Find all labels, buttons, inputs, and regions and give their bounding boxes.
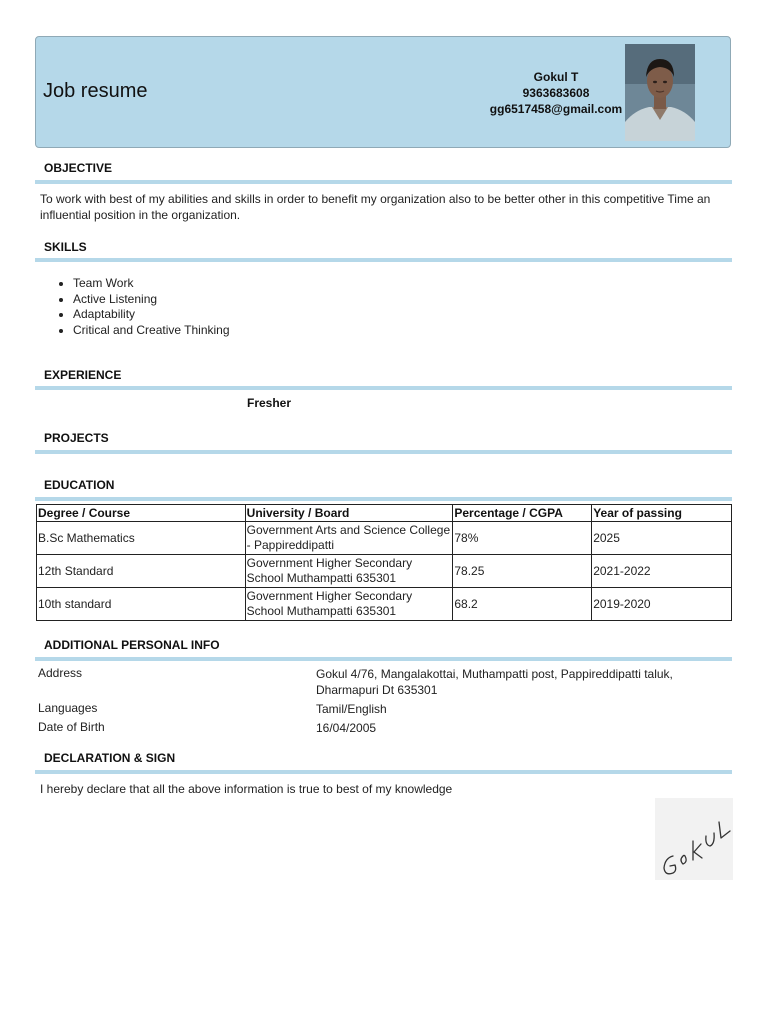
profile-photo-image xyxy=(625,44,695,141)
dob-value: 16/04/2005 xyxy=(316,721,377,735)
table-cell: 10th standard xyxy=(37,588,246,621)
section-divider xyxy=(35,258,732,262)
table-cell: 2019-2020 xyxy=(592,588,732,621)
table-header-row xyxy=(37,505,732,522)
profile-photo xyxy=(625,44,695,141)
list-item: • Critical and Creative Thinking xyxy=(73,323,230,339)
languages-label: Languages xyxy=(38,701,98,715)
table-cell: 12th Standard xyxy=(37,555,246,588)
list-item: • Team Work xyxy=(73,276,230,292)
table-cell: Government Higher Secondary School Muthampatti 635301 xyxy=(245,555,453,588)
candidate-email: gg6517458@gmail.com xyxy=(489,102,623,116)
address-label: Address xyxy=(38,666,83,680)
page-title: Job resume xyxy=(43,80,148,102)
table-cell: Government Arts and Science College - Pappireddipatti xyxy=(245,522,453,555)
table-cell: 78.25 xyxy=(453,555,592,588)
section-divider xyxy=(35,497,732,501)
table-row xyxy=(37,555,732,588)
header-banner xyxy=(35,36,731,148)
section-divider xyxy=(35,386,732,390)
signature-image xyxy=(655,798,733,880)
list-item: • Adaptability xyxy=(73,307,230,323)
column-header: Percentage / CGPA xyxy=(453,505,592,522)
languages-value: Tamil/English xyxy=(316,702,387,716)
table-cell: B.Sc Mathematics xyxy=(37,522,246,555)
signature-drawing xyxy=(655,798,733,880)
table-row xyxy=(37,522,732,555)
table-cell: 2025 xyxy=(592,522,732,555)
table-cell: Government Higher Secondary School Muthampatti 635301 xyxy=(245,588,453,621)
section-heading-education: EDUCATION xyxy=(44,478,115,492)
address-value: Gokul 4/76, Mangalakottai, Muthampatti post, Pappireddipatti taluk, Dharmapuri Dt 635301 xyxy=(316,667,673,697)
table-cell: 78% xyxy=(453,522,592,555)
skills-list xyxy=(56,276,230,338)
table-row xyxy=(37,588,732,621)
experience-text: Fresher xyxy=(247,396,292,410)
section-divider xyxy=(35,657,732,661)
section-divider xyxy=(35,180,732,184)
section-heading-experience: EXPERIENCE xyxy=(44,368,122,382)
column-header: Degree / Course xyxy=(37,505,246,522)
education-table xyxy=(36,504,732,621)
section-divider xyxy=(35,770,732,774)
declaration-text: I hereby declare that all the above information is true to best of my knowledge xyxy=(40,782,453,796)
section-heading-declaration: DECLARATION & SIGN xyxy=(44,751,176,765)
table-cell: 68.2 xyxy=(453,588,592,621)
candidate-name: Gokul T xyxy=(533,70,579,84)
section-divider xyxy=(35,450,732,454)
section-heading-personal-info: ADDITIONAL PERSONAL INFO xyxy=(44,638,220,652)
column-header: Year of passing xyxy=(592,505,732,522)
table-cell: 2021-2022 xyxy=(592,555,732,588)
dob-label: Date of Birth xyxy=(38,720,105,734)
section-heading-skills: SKILLS xyxy=(44,240,87,254)
column-header: University / Board xyxy=(245,505,453,522)
section-heading-objective: OBJECTIVE xyxy=(44,161,113,175)
list-item: • Active Listening xyxy=(73,292,230,308)
objective-text: To work with best of my abilities and skills in order to benefit my organization also to be better other in this competitive Time an influential position in the organization. xyxy=(40,192,711,222)
candidate-phone: 9363683608 xyxy=(522,86,590,100)
section-heading-projects: PROJECTS xyxy=(44,431,109,445)
